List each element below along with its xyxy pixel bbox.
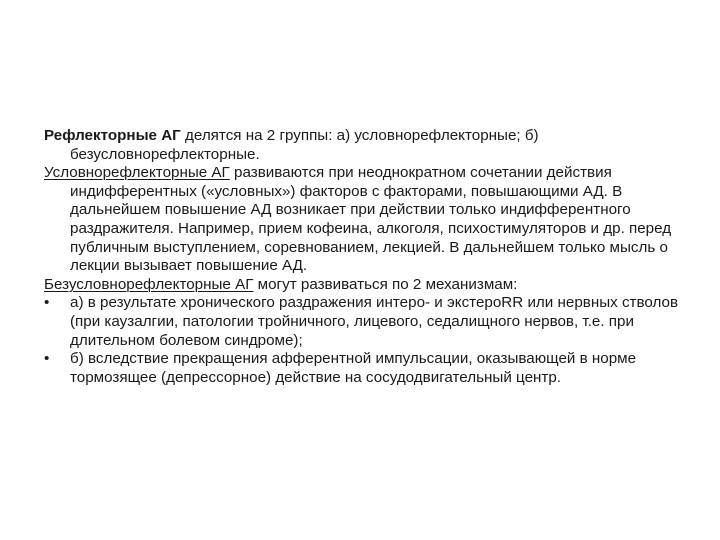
- bullet-icon: •: [44, 350, 50, 368]
- term-conditioned-reflex-ag: Условнорефлекторные АГ: [44, 164, 230, 182]
- paragraph-unconditioned-reflex-ag: [44, 276, 694, 295]
- list-item-text: б) вследствие прекращения афферентной импульсации, оказывающей в норме тормозящее (депрессорное) действие на сосудодвигательный центр.: [70, 350, 637, 386]
- paragraph-reflex-ag: [44, 127, 694, 164]
- slide-text-body: [44, 127, 694, 387]
- list-item-text: а) в результате хронического раздражения интеро- и экстероRR или нервных стволов (при каузалгии, патологии тройничного, лицевого, седалищного нервов, т.е. при длительном болевом синдроме);: [70, 294, 679, 349]
- paragraph-text: могут развиваться по 2 механизмам:: [253, 275, 518, 293]
- paragraph-conditioned-reflex-ag: [44, 164, 694, 276]
- list-item: [44, 350, 694, 387]
- list-item: [44, 294, 694, 350]
- paragraph-text: развиваются при неоднократном сочетании действия индифферентных («условных») факторов с факторами, повышающими АД. В дальнейшем повышение АД возникает при действии только индифферентного раздражителя. Например, прием кофеина, алкоголя, психостимуляторов и др. перед публичным выступлением, соревнованием, лекцией. В дальнейшем только мысль о лекции вызывает повышение АД.: [70, 164, 672, 275]
- term-unconditioned-reflex-ag: Безусловнорефлекторные АГ: [44, 275, 254, 293]
- term-reflex-ag: Рефлекторные АГ: [44, 127, 181, 144]
- bullet-icon: •: [44, 294, 50, 312]
- paragraph-text: делятся на 2 группы: а) условнорефлекторные; б) безусловнорефлекторные.: [70, 127, 539, 163]
